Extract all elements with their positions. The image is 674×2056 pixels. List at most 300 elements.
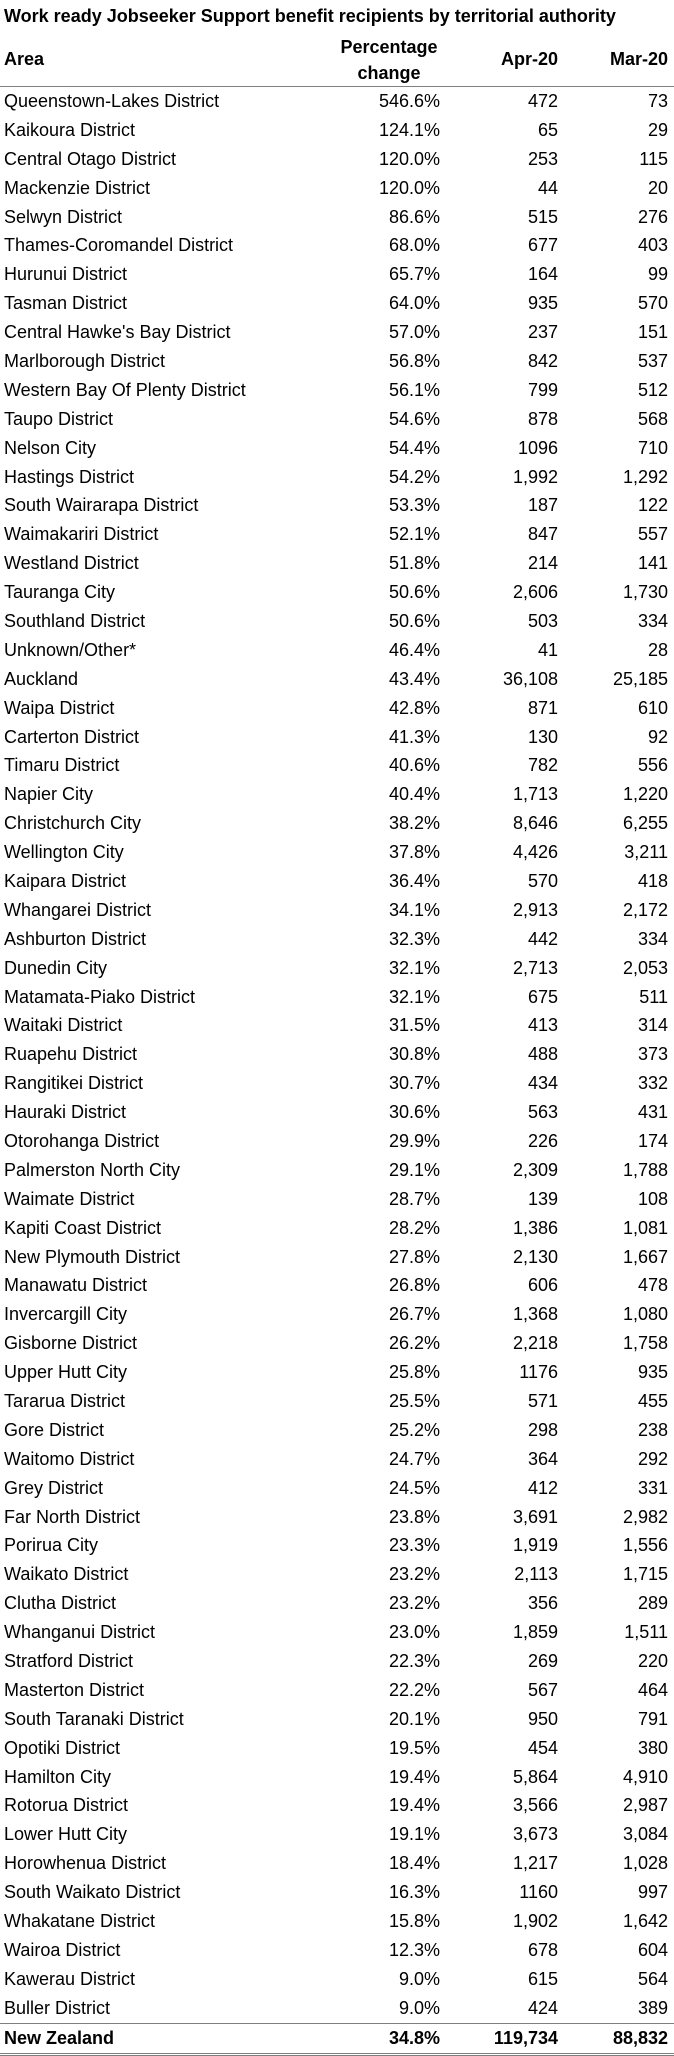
- cell-area: Western Bay Of Plenty District: [4, 379, 246, 400]
- table-row: [0, 463, 674, 492]
- cell-percentage-change: 19.1%: [388, 1824, 440, 1845]
- column-header-percentage-line1: Percentage: [340, 37, 438, 57]
- cell-area: Otorohanga District: [4, 1131, 160, 1151]
- table-row: [0, 1792, 674, 1821]
- cell-apr-20: 130: [527, 726, 558, 747]
- cell-percentage-change: 54.4%: [388, 437, 440, 458]
- cell-area: Masterton District: [4, 1679, 145, 1700]
- cell-apr-20: 2,218: [512, 1333, 558, 1354]
- cell-area: Buller District: [4, 1997, 111, 2018]
- table-title: Work ready Jobseeker Support benefit recipients by territorial authority: [4, 6, 616, 26]
- cell-percentage-change: 19.4%: [388, 1766, 440, 1787]
- table-row: [0, 809, 674, 838]
- cell-percentage-change: 28.2%: [388, 1217, 440, 1238]
- cell-percentage-change: 120.0%: [378, 148, 440, 169]
- cell-mar-20: 389: [637, 1997, 668, 2018]
- cell-mar-20: 1,758: [622, 1333, 668, 1354]
- cell-percentage-change: 26.8%: [388, 1275, 440, 1296]
- cell-percentage-change: 56.8%: [388, 350, 440, 371]
- cell-apr-20: 139: [527, 1188, 558, 1209]
- cell-mar-20: 935: [637, 1362, 668, 1383]
- cell-mar-20: 28: [647, 639, 668, 660]
- table-row: [0, 1040, 674, 1069]
- cell-area: Hamilton City: [4, 1766, 112, 1787]
- column-header-area: Area: [0, 32, 330, 87]
- cell-apr-20: 187: [527, 495, 558, 516]
- cell-percentage-change: 30.8%: [388, 1044, 440, 1065]
- column-header-percentage-line2: change: [357, 63, 421, 83]
- cell-mar-20: 331: [637, 1477, 668, 1498]
- cell-percentage-change: 9.0%: [398, 1968, 440, 1989]
- cell-mar-20: 373: [637, 1044, 668, 1065]
- cell-apr-20: 3,691: [512, 1506, 558, 1527]
- cell-area: Queenstown-Lakes District: [4, 90, 220, 111]
- cell-mar-20: 1,556: [622, 1535, 668, 1556]
- cell-mar-20: 511: [639, 986, 668, 1007]
- cell-mar-20: 334: [637, 610, 668, 631]
- cell-percentage-change: 68.0%: [388, 235, 440, 256]
- cell-apr-20: 298: [527, 1419, 558, 1440]
- cell-percentage-change: 19.4%: [388, 1795, 440, 1816]
- cell-apr-20: 2,713: [512, 957, 558, 978]
- cell-percentage-change: 20.1%: [388, 1708, 440, 1729]
- cell-mar-20: 238: [637, 1419, 668, 1440]
- total-area: New Zealand: [0, 2023, 330, 2054]
- cell-mar-20: 292: [637, 1448, 668, 1469]
- cell-area: Hurunui District: [4, 264, 128, 285]
- cell-mar-20: 29: [647, 119, 668, 140]
- table-row: [0, 723, 674, 752]
- cell-area: Whakatane District: [4, 1911, 156, 1932]
- table-row: [0, 1878, 674, 1907]
- cell-mar-20: 431: [637, 1102, 668, 1123]
- cell-percentage-change: 52.1%: [388, 524, 440, 545]
- cell-apr-20: 424: [527, 1997, 558, 2018]
- cell-apr-20: 214: [527, 553, 558, 574]
- cell-apr-20: 935: [527, 293, 558, 314]
- header-row: [0, 32, 674, 87]
- cell-area: Waimate District: [4, 1188, 135, 1209]
- table-row: [0, 1849, 674, 1878]
- cell-percentage-change: 46.4%: [388, 639, 440, 660]
- cell-percentage-change: 22.3%: [388, 1651, 440, 1672]
- cell-area: Unknown/Other*: [4, 639, 137, 660]
- cell-apr-20: 878: [527, 408, 558, 429]
- cell-apr-20: 847: [527, 524, 558, 545]
- table-row: [0, 1416, 674, 1445]
- table-row: [0, 1300, 674, 1329]
- table-body: [0, 87, 674, 2024]
- table-row: [0, 289, 674, 318]
- cell-percentage-change: 23.2%: [388, 1593, 440, 1614]
- cell-apr-20: 253: [527, 148, 558, 169]
- cell-percentage-change: 65.7%: [388, 264, 440, 285]
- cell-area: Selwyn District: [4, 206, 123, 227]
- cell-apr-20: 356: [527, 1593, 558, 1614]
- table-row: [0, 1965, 674, 1994]
- cell-percentage-change: 31.5%: [388, 1015, 440, 1036]
- cell-mar-20: 557: [637, 524, 668, 545]
- cell-apr-20: 1,368: [512, 1304, 558, 1325]
- table-row: [0, 954, 674, 983]
- cell-percentage-change: 9.0%: [398, 1997, 440, 2018]
- cell-apr-20: 65: [537, 119, 558, 140]
- cell-mar-20: 604: [637, 1939, 668, 1960]
- cell-percentage-change: 18.4%: [388, 1853, 440, 1874]
- cell-percentage-change: 53.3%: [388, 495, 440, 516]
- cell-apr-20: 606: [527, 1275, 558, 1296]
- cell-apr-20: 503: [527, 610, 558, 631]
- cell-area: Whanganui District: [4, 1622, 156, 1643]
- table-row: [0, 1647, 674, 1676]
- cell-percentage-change: 19.5%: [388, 1737, 440, 1758]
- cell-apr-20: 675: [527, 986, 558, 1007]
- cell-area: Whangarei District: [4, 899, 152, 920]
- cell-area: Grey District: [4, 1477, 103, 1498]
- cell-mar-20: 4,910: [622, 1766, 668, 1787]
- cell-mar-20: 122: [637, 495, 668, 516]
- cell-mar-20: 276: [637, 206, 668, 227]
- cell-area: Napier City: [4, 784, 94, 805]
- cell-area: Waitaki District: [4, 1015, 123, 1036]
- cell-percentage-change: 56.1%: [388, 379, 440, 400]
- cell-apr-20: 164: [527, 264, 558, 285]
- cell-mar-20: 289: [637, 1593, 668, 1614]
- table-row: [0, 578, 674, 607]
- cell-apr-20: 3,566: [512, 1795, 558, 1816]
- cell-apr-20: 2,913: [512, 899, 558, 920]
- cell-mar-20: 1,642: [622, 1911, 668, 1932]
- total-row: [0, 2023, 674, 2054]
- cell-mar-20: 25,185: [612, 668, 668, 689]
- table-row: [0, 1387, 674, 1416]
- table-row: [0, 1676, 674, 1705]
- cell-mar-20: 108: [637, 1188, 668, 1209]
- table-row: [0, 1156, 674, 1185]
- table-row: [0, 1589, 674, 1618]
- cell-mar-20: 2,982: [622, 1506, 668, 1527]
- cell-area: Manawatu District: [4, 1275, 148, 1296]
- cell-percentage-change: 29.1%: [388, 1159, 440, 1180]
- table-row: [0, 434, 674, 463]
- cell-area: Wellington City: [4, 842, 124, 863]
- cell-mar-20: 1,511: [624, 1622, 668, 1643]
- table-row: [0, 983, 674, 1012]
- cell-percentage-change: 26.2%: [388, 1333, 440, 1354]
- cell-mar-20: 464: [637, 1679, 668, 1700]
- cell-apr-20: 226: [527, 1131, 558, 1151]
- cell-mar-20: 791: [637, 1708, 668, 1729]
- cell-mar-20: 1,220: [622, 784, 668, 805]
- cell-area: Hauraki District: [4, 1102, 127, 1123]
- cell-mar-20: 314: [637, 1015, 668, 1036]
- cell-apr-20: 570: [527, 870, 558, 891]
- cell-area: South Waikato District: [4, 1882, 181, 1903]
- cell-apr-20: 413: [527, 1015, 558, 1036]
- table-row: [0, 260, 674, 289]
- cell-apr-20: 1,386: [512, 1217, 558, 1238]
- table-row: [0, 231, 674, 260]
- cell-percentage-change: 43.4%: [388, 668, 440, 689]
- table-row: [0, 347, 674, 376]
- cell-mar-20: 220: [637, 1651, 668, 1672]
- cell-mar-20: 141: [637, 553, 668, 574]
- cell-percentage-change: 23.0%: [388, 1622, 440, 1643]
- cell-area: Kawerau District: [4, 1968, 136, 1989]
- cell-area: Tauranga City: [4, 582, 116, 603]
- cell-percentage-change: 28.7%: [388, 1188, 440, 1209]
- cell-percentage-change: 24.7%: [388, 1448, 440, 1469]
- cell-percentage-change: 25.8%: [388, 1362, 440, 1383]
- cell-apr-20: 677: [527, 235, 558, 256]
- cell-area: Stratford District: [4, 1651, 134, 1672]
- cell-area: Wairoa District: [4, 1939, 121, 1960]
- table-row: [0, 116, 674, 145]
- cell-area: Kapiti Coast District: [4, 1217, 162, 1238]
- table-footer: [0, 2023, 674, 2054]
- table-row: [0, 1820, 674, 1849]
- cell-mar-20: 1,715: [622, 1564, 668, 1585]
- cell-mar-20: 512: [637, 379, 668, 400]
- table-row: [0, 318, 674, 347]
- table-row: [0, 520, 674, 549]
- cell-apr-20: 3,673: [512, 1824, 558, 1845]
- cell-percentage-change: 32.3%: [388, 928, 440, 949]
- cell-apr-20: 782: [527, 755, 558, 776]
- cell-area: Horowhenua District: [4, 1853, 167, 1874]
- cell-area: Marlborough District: [4, 350, 166, 371]
- cell-apr-20: 44: [537, 177, 558, 198]
- cell-percentage-change: 40.6%: [388, 755, 440, 776]
- cell-area: Porirua City: [4, 1535, 99, 1556]
- cell-percentage-change: 23.8%: [388, 1506, 440, 1527]
- cell-area: Christchurch City: [4, 813, 142, 834]
- table-row: [0, 607, 674, 636]
- cell-mar-20: 6,255: [622, 813, 668, 834]
- table-row: [0, 1734, 674, 1763]
- cell-area: Far North District: [4, 1506, 141, 1527]
- cell-area: Palmerston North City: [4, 1159, 181, 1180]
- table-row: [0, 1907, 674, 1936]
- cell-area: Gisborne District: [4, 1333, 138, 1354]
- cell-area: Rangitikei District: [4, 1073, 144, 1094]
- cell-apr-20: 472: [527, 90, 558, 111]
- cell-apr-20: 678: [527, 1939, 558, 1960]
- cell-percentage-change: 50.6%: [388, 582, 440, 603]
- cell-apr-20: 950: [527, 1708, 558, 1729]
- cell-percentage-change: 546.6%: [378, 90, 440, 111]
- cell-percentage-change: 24.5%: [388, 1477, 440, 1498]
- cell-apr-20: 1,992: [512, 466, 558, 487]
- cell-area: South Taranaki District: [4, 1708, 184, 1729]
- cell-apr-20: 1096: [517, 437, 558, 458]
- table-header: [0, 32, 674, 87]
- cell-area: Westland District: [4, 553, 139, 574]
- cell-percentage-change: 41.3%: [388, 726, 440, 747]
- cell-apr-20: 871: [527, 697, 558, 718]
- cell-area: Mackenzie District: [4, 177, 151, 198]
- cell-area: Kaipara District: [4, 870, 127, 891]
- cell-percentage-change: 26.7%: [388, 1304, 440, 1325]
- cell-area: Nelson City: [4, 437, 97, 458]
- cell-percentage-change: 25.5%: [388, 1391, 440, 1412]
- cell-area: Auckland: [4, 668, 79, 689]
- cell-mar-20: 1,292: [622, 466, 668, 487]
- cell-percentage-change: 54.6%: [388, 408, 440, 429]
- table-row: [0, 751, 674, 780]
- cell-apr-20: 2,606: [512, 582, 558, 603]
- cell-mar-20: 568: [637, 408, 668, 429]
- cell-area: Waitomo District: [4, 1448, 135, 1469]
- table-row: [0, 867, 674, 896]
- cell-percentage-change: 34.1%: [388, 899, 440, 920]
- cell-mar-20: 2,053: [622, 957, 668, 978]
- cell-mar-20: 1,080: [622, 1304, 668, 1325]
- table-row: [0, 1445, 674, 1474]
- cell-mar-20: 570: [637, 293, 668, 314]
- cell-mar-20: 537: [637, 350, 668, 371]
- cell-mar-20: 3,211: [624, 842, 668, 863]
- cell-apr-20: 1176: [519, 1362, 558, 1383]
- cell-area: Hastings District: [4, 466, 135, 487]
- cell-apr-20: 2,113: [514, 1564, 558, 1585]
- cell-apr-20: 412: [527, 1477, 558, 1498]
- cell-area: Clutha District: [4, 1593, 117, 1614]
- cell-apr-20: 237: [527, 322, 558, 343]
- cell-mar-20: 403: [637, 235, 668, 256]
- benefit-table: [0, 32, 674, 2056]
- table-row: [0, 1329, 674, 1358]
- cell-apr-20: 571: [527, 1391, 558, 1412]
- cell-percentage-change: 124.1%: [378, 119, 440, 140]
- cell-percentage-change: 54.2%: [388, 466, 440, 487]
- cell-apr-20: 4,426: [512, 842, 558, 863]
- cell-percentage-change: 22.2%: [388, 1679, 440, 1700]
- cell-area: Southland District: [4, 610, 146, 631]
- table-row: [0, 1185, 674, 1214]
- column-header-mar-20: Mar-20: [564, 32, 674, 87]
- cell-mar-20: 115: [639, 148, 668, 169]
- table-row: [0, 174, 674, 203]
- cell-percentage-change: 37.8%: [388, 842, 440, 863]
- cell-area: New Plymouth District: [4, 1246, 181, 1267]
- cell-apr-20: 515: [527, 206, 558, 227]
- cell-mar-20: 99: [647, 264, 668, 285]
- cell-percentage-change: 40.4%: [388, 784, 440, 805]
- table-row: [0, 1994, 674, 2023]
- cell-percentage-change: 15.8%: [388, 1911, 440, 1932]
- cell-mar-20: 174: [637, 1131, 668, 1151]
- table-row: [0, 1012, 674, 1041]
- table-row: [0, 636, 674, 665]
- total-percentage-change: 34.8%: [330, 2023, 448, 2054]
- cell-apr-20: 1,859: [512, 1622, 558, 1643]
- table-row: [0, 1705, 674, 1734]
- cell-apr-20: 488: [527, 1044, 558, 1065]
- cell-apr-20: 2,130: [512, 1246, 558, 1267]
- cell-percentage-change: 36.4%: [388, 870, 440, 891]
- cell-area: Upper Hutt City: [4, 1362, 128, 1383]
- cell-apr-20: 1160: [519, 1882, 558, 1903]
- table-row: [0, 1272, 674, 1301]
- cell-percentage-change: 32.1%: [388, 986, 440, 1007]
- cell-area: Tararua District: [4, 1391, 126, 1412]
- cell-apr-20: 269: [527, 1651, 558, 1672]
- table-row: [0, 549, 674, 578]
- cell-area: Invercargill City: [4, 1304, 128, 1325]
- cell-mar-20: 418: [637, 870, 668, 891]
- cell-percentage-change: 50.6%: [388, 610, 440, 631]
- table-row: [0, 1214, 674, 1243]
- table-row: [0, 491, 674, 520]
- cell-area: Waimakariri District: [4, 524, 159, 545]
- cell-apr-20: 454: [527, 1737, 558, 1758]
- cell-apr-20: 842: [527, 350, 558, 371]
- table-row: [0, 1474, 674, 1503]
- cell-mar-20: 3,084: [622, 1824, 668, 1845]
- cell-area: Rotorua District: [4, 1795, 129, 1816]
- table-row: [0, 1503, 674, 1532]
- table-row: [0, 925, 674, 954]
- table-row: [0, 1069, 674, 1098]
- cell-percentage-change: 16.3%: [388, 1882, 440, 1903]
- table-row: [0, 145, 674, 174]
- cell-mar-20: 2,987: [622, 1795, 668, 1816]
- cell-apr-20: 1,713: [512, 784, 558, 805]
- cell-percentage-change: 32.1%: [388, 957, 440, 978]
- cell-mar-20: 564: [637, 1968, 668, 1989]
- cell-area: Waipa District: [4, 697, 115, 718]
- cell-percentage-change: 51.8%: [388, 553, 440, 574]
- table-row: [0, 87, 674, 116]
- cell-area: South Wairarapa District: [4, 495, 199, 516]
- cell-percentage-change: 30.6%: [388, 1102, 440, 1123]
- cell-apr-20: 364: [527, 1448, 558, 1469]
- cell-mar-20: 2,172: [622, 899, 668, 920]
- cell-mar-20: 1,667: [622, 1246, 668, 1267]
- cell-mar-20: 92: [647, 726, 668, 747]
- cell-apr-20: 8,646: [512, 813, 558, 834]
- table-row: [0, 896, 674, 925]
- cell-area: Lower Hutt City: [4, 1824, 128, 1845]
- table-row: [0, 203, 674, 232]
- table-row: [0, 1098, 674, 1127]
- cell-area: Ashburton District: [4, 928, 147, 949]
- cell-area: Waikato District: [4, 1564, 129, 1585]
- column-header-apr-20: Apr-20: [448, 32, 564, 87]
- cell-area: Central Otago District: [4, 148, 177, 169]
- table-row: [0, 1560, 674, 1589]
- cell-area: Matamata-Piako District: [4, 986, 196, 1007]
- cell-apr-20: 2,309: [512, 1159, 558, 1180]
- cell-apr-20: 36,108: [502, 668, 558, 689]
- table-row: [0, 694, 674, 723]
- cell-percentage-change: 23.3%: [388, 1535, 440, 1556]
- cell-mar-20: 1,730: [622, 582, 668, 603]
- cell-area: Taupo District: [4, 408, 114, 429]
- cell-percentage-change: 120.0%: [378, 177, 440, 198]
- table-row: [0, 1618, 674, 1647]
- table-row: [0, 1127, 674, 1156]
- table-row: [0, 1358, 674, 1387]
- cell-apr-20: 1,902: [512, 1911, 558, 1932]
- cell-percentage-change: 86.6%: [388, 206, 440, 227]
- cell-mar-20: 334: [637, 928, 668, 949]
- table-row: [0, 405, 674, 434]
- cell-apr-20: 1,217: [512, 1853, 558, 1874]
- cell-apr-20: 434: [527, 1073, 558, 1094]
- table-row: [0, 1532, 674, 1561]
